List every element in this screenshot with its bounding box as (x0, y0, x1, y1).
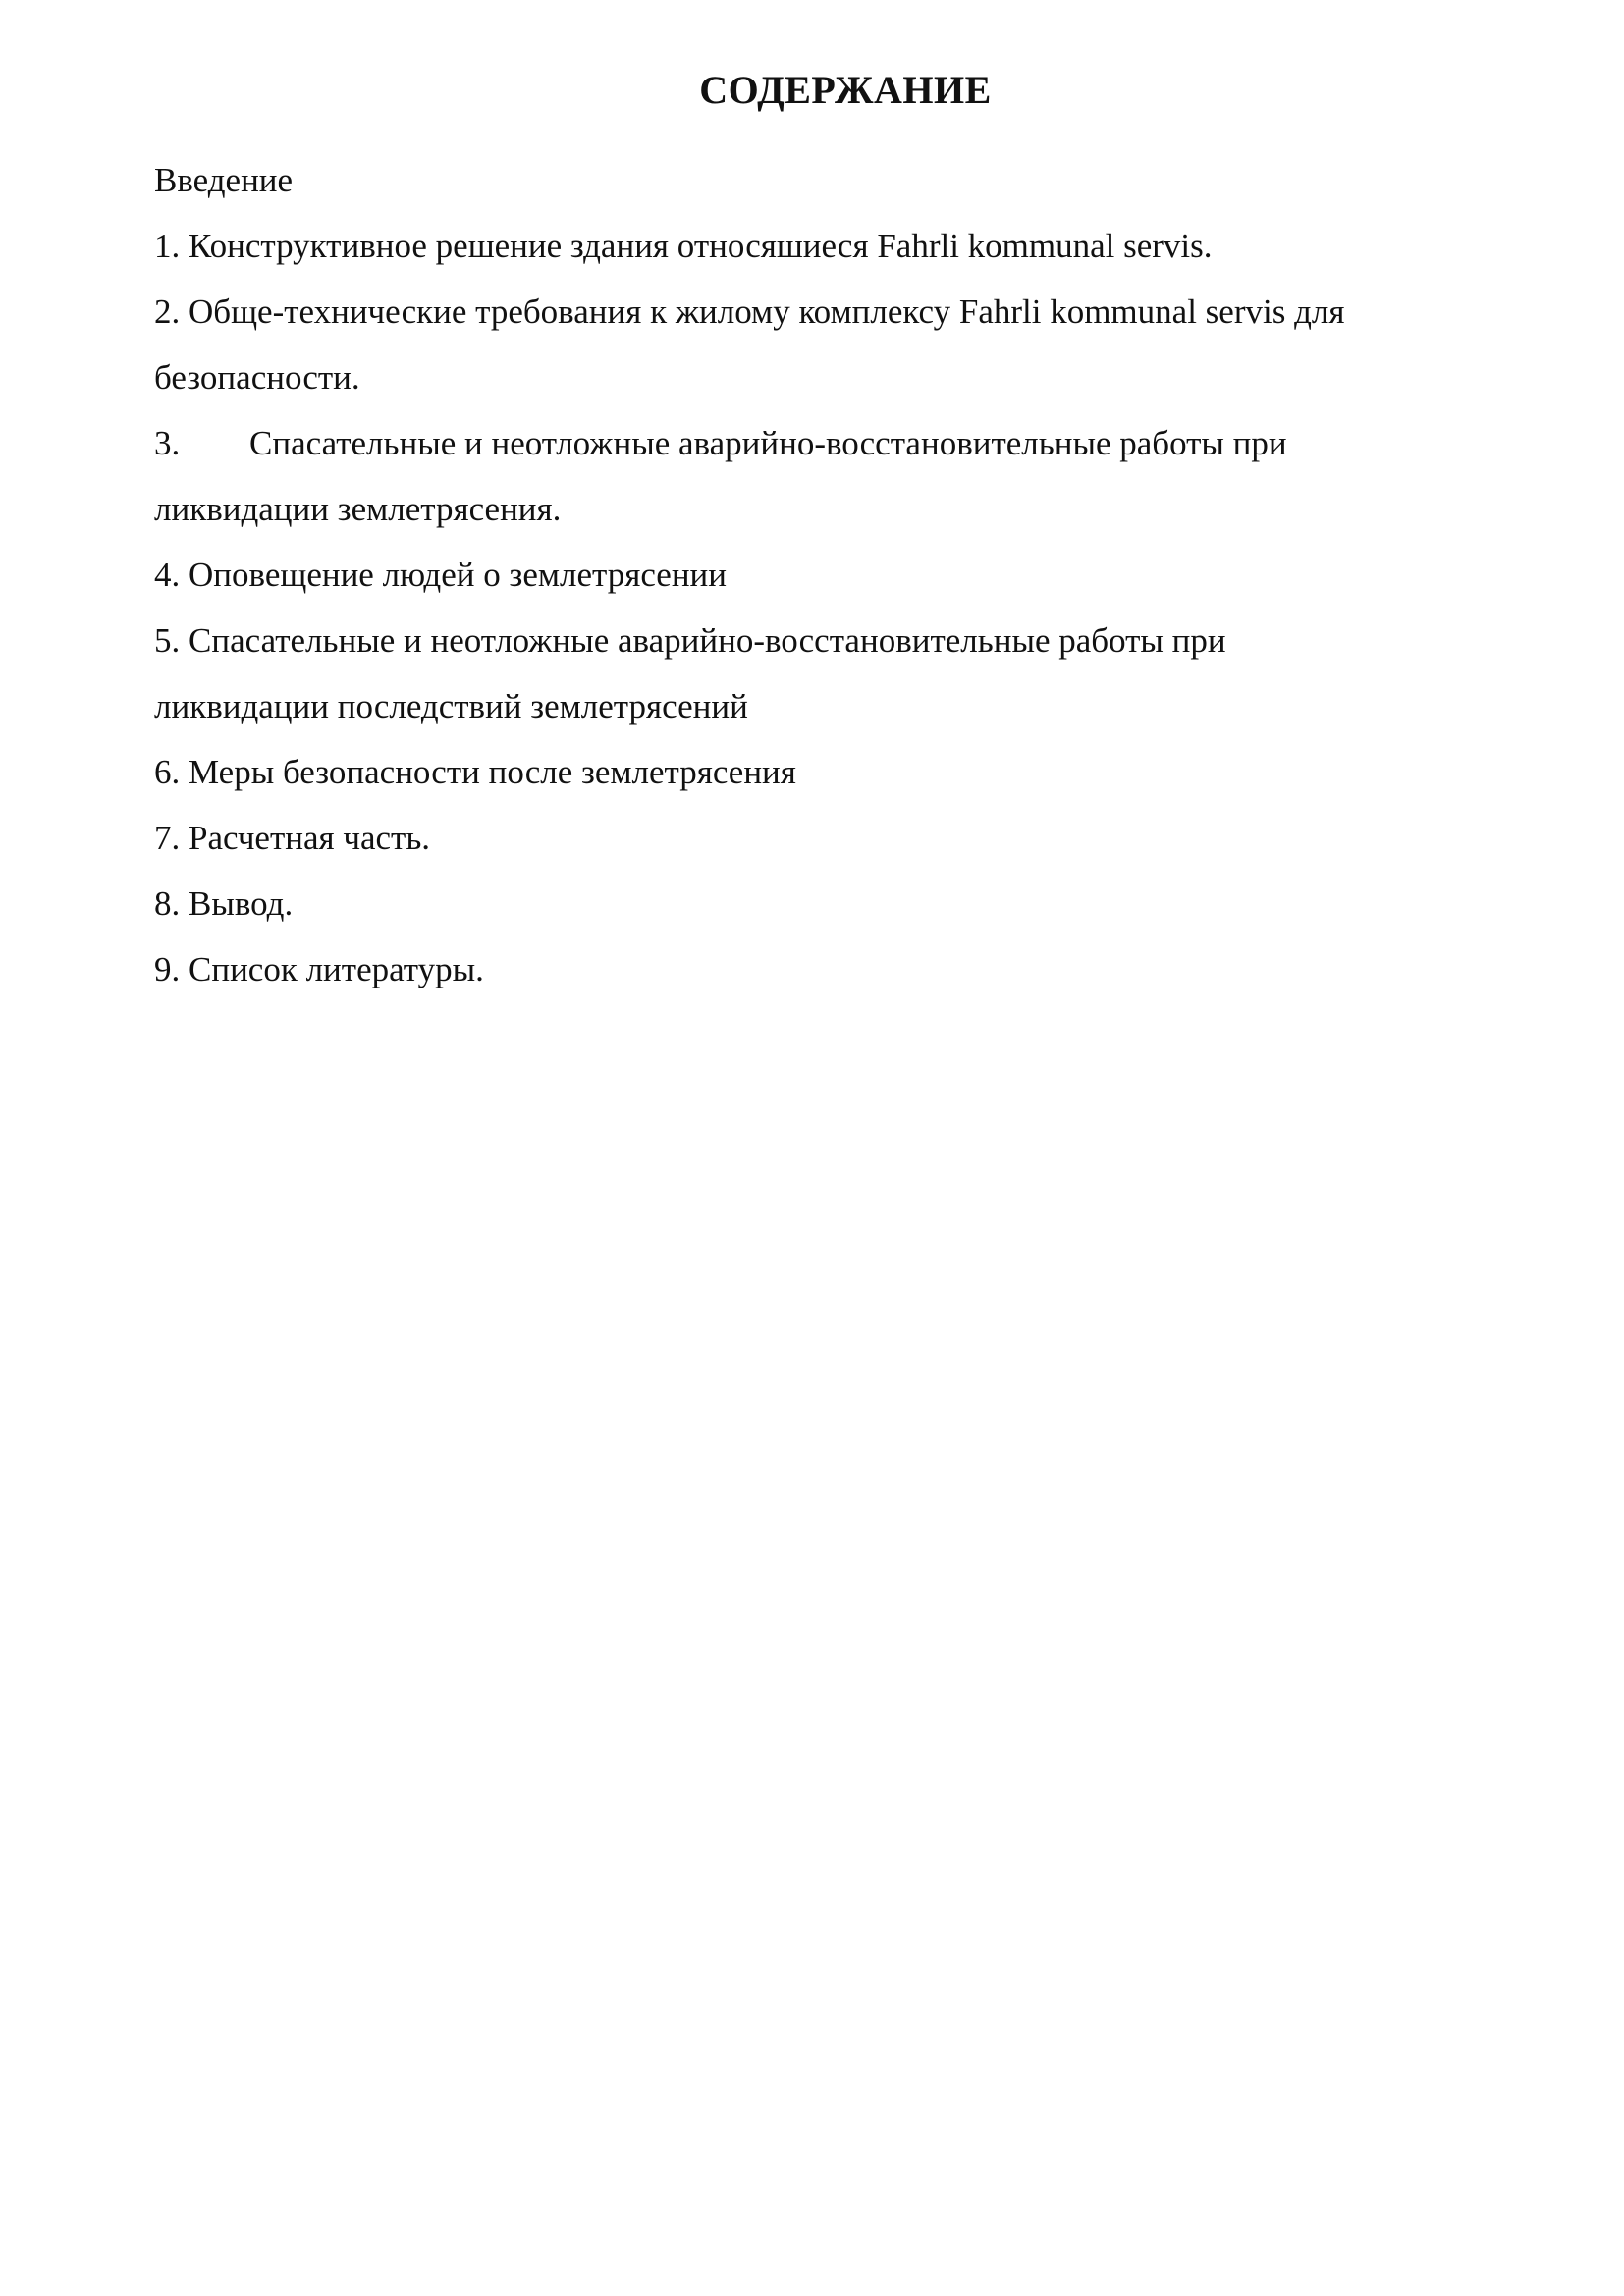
toc-item-2-line-2: безопасности. (154, 358, 360, 397)
toc-item-1: 1. Конструктивное решение здания относяшиеся Fahrli kommunal servis. (154, 227, 1213, 265)
toc-item-7: 7. Расчетная часть. (154, 819, 431, 857)
page-title: СОДЕРЖАНИЕ (699, 68, 992, 112)
toc-item-5-line-1: 5. Спасательные и неотложные аварийно-восстановительные работы при (154, 621, 1226, 660)
toc-item-3-number: 3. (154, 424, 181, 462)
toc-item-3-text: Спасательные и неотложные аварийно-восстановительные работы при (249, 424, 1287, 462)
toc-item-6: 6. Меры безопасности после землетрясения (154, 753, 796, 791)
toc-item-2-line-1: 2. Обще-технические требования к жилому комплексу Fahrli kommunal servis для (154, 293, 1345, 331)
toc-item-3-line-1 (154, 410, 1509, 476)
table-of-contents (154, 147, 1509, 1002)
toc-item-8: 8. Вывод. (154, 884, 294, 923)
toc-item-intro: Введение (154, 161, 294, 199)
toc-item-3-line-2: ликвидации землетрясения. (154, 490, 562, 528)
toc-item-9: 9. Список литературы. (154, 950, 484, 988)
toc-item-4: 4. Оповещение людей о землетрясении (154, 556, 728, 594)
toc-item-5-line-2: ликвидации последствий землетрясений (154, 687, 748, 725)
